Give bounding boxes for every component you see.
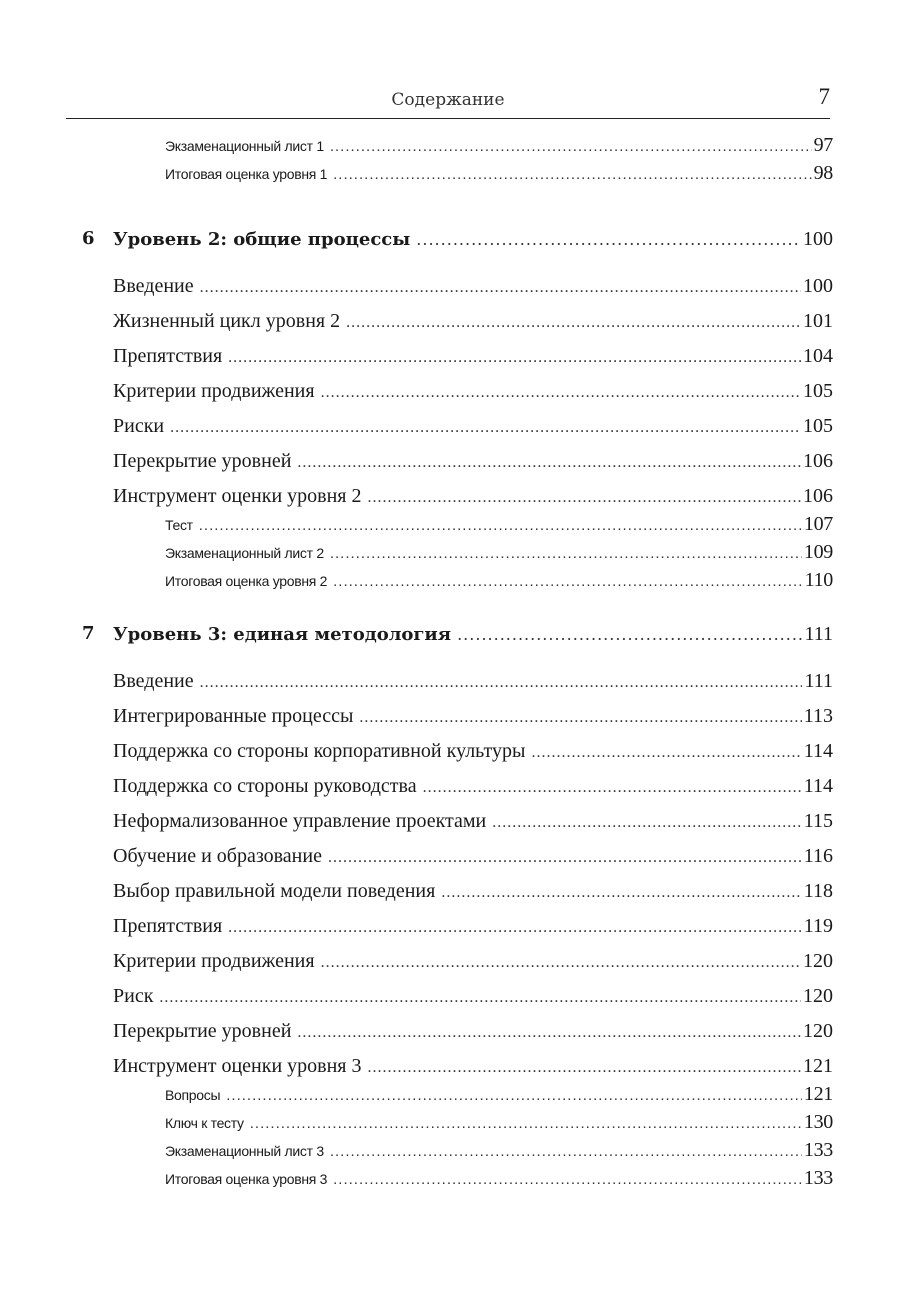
toc-entry-page: 115 [803,810,833,832]
toc-leader [368,1059,801,1077]
toc-leader [159,989,801,1007]
toc-entry-label: Неформализованное управление проектами [113,810,487,832]
toc-leader [457,625,802,644]
toc-entry-label: Экзаменационный лист 2 [165,545,324,561]
toc-leader [297,454,801,472]
toc-entry [113,485,833,508]
toc-entry [113,880,833,903]
toc-entry [165,162,833,185]
toc-entry [113,1020,833,1043]
toc-entry-label: Препятствия [113,345,223,367]
toc-entry [113,670,833,693]
toc-entry [113,705,833,728]
toc-entry [165,1083,833,1106]
toc-entry-page: 114 [803,775,833,797]
toc-leader [200,674,803,692]
toc-entry-label: Препятствия [113,915,223,937]
toc-leader [199,517,802,534]
toc-entry [113,915,833,938]
toc-leader [333,1171,802,1188]
toc-entry-label: Жизненный цикл уровня 2 [113,310,341,332]
toc-entry-page: 121 [803,1083,833,1105]
toc-entry-label: Итоговая оценка уровня 3 [165,1171,328,1187]
toc-chapter-entry [82,228,833,251]
toc-entry [165,1167,833,1190]
toc-entry-label: Критерии продвижения [113,950,315,972]
toc-entry [113,415,833,438]
toc-entry-page: 130 [803,1111,833,1133]
toc-entry [165,569,833,592]
toc-entry-page: 100 [803,275,833,297]
toc-entry-label: Экзаменационный лист 1 [165,138,324,154]
toc-entry [113,950,833,973]
toc-entry-label: Перекрытие уровней [113,450,292,472]
toc-entry-page: 105 [803,415,833,437]
toc-entry-page: 97 [813,134,833,156]
running-header [66,84,830,119]
toc-leader [328,849,802,867]
toc-entry-page: 105 [803,380,833,402]
toc-entry-label: Ключ к тесту [165,1115,244,1131]
toc-entry-label: Уровень 2: общие процессы [113,229,411,250]
toc-entry-page: 106 [803,485,833,507]
toc-entry-page: 109 [803,541,833,563]
toc-entry-page: 119 [803,915,833,937]
toc-entry-page: 120 [803,950,833,972]
toc-entry-page: 111 [804,623,833,645]
toc-leader [333,166,811,183]
toc-leader [492,814,801,832]
toc-entry-label: Вопросы [165,1087,221,1103]
toc-entry-label: Критерии продвижения [113,380,315,402]
running-title: Содержание [391,90,505,110]
toc-entry-page: 107 [803,513,833,535]
toc-entry-page: 110 [804,569,833,591]
toc-chapter-entry [82,623,833,646]
toc-entry [113,740,833,763]
toc-leader [330,1143,802,1160]
toc-entry [113,775,833,798]
toc-leader [228,919,802,937]
toc-entry-label: Экзаменационный лист 3 [165,1143,324,1159]
toc-entry-page: 111 [804,670,833,692]
toc-entry [165,513,833,536]
toc-entry-page: 116 [803,845,833,867]
toc-entry-label: Введение [113,670,194,692]
toc-entry-page: 133 [803,1167,833,1189]
toc-entry-label: Перекрытие уровней [113,1020,292,1042]
toc-entry [165,541,833,564]
toc-entry-label: Поддержка со стороны руководства [113,775,417,797]
toc-entry [113,845,833,868]
toc-leader [330,545,802,562]
toc-leader [346,314,801,332]
toc-entry [113,985,833,1008]
toc-leader [321,954,801,972]
toc-entry-page: 133 [803,1139,833,1161]
toc-entry-page: 120 [803,985,833,1007]
toc-entry-label: Интегрированные процессы [113,705,354,727]
toc-entry [165,1139,833,1162]
toc-entry-label: Риск [113,985,154,1007]
toc-entry [113,380,833,403]
toc-entry-page: 114 [803,740,833,762]
toc-entry [165,1111,833,1134]
toc-entry-label: Итоговая оценка уровня 1 [165,166,328,182]
toc-leader [531,744,801,762]
toc-leader [321,384,801,402]
toc-leader [359,709,801,727]
toc-entry-label: Инструмент оценки уровня 2 [113,485,362,507]
toc-chapter-number: 6 [82,228,95,249]
toc-entry-page: 118 [803,880,833,902]
toc-leader [226,1087,802,1104]
toc-entry-page: 121 [803,1055,833,1077]
toc-leader [200,279,801,297]
toc-entry-page: 98 [813,162,833,184]
toc-entry-label: Тест [165,517,193,533]
toc-entry-label: Поддержка со стороны корпоративной культуры [113,740,526,762]
toc-entry-label: Выбор правильной модели поведения [113,880,436,902]
toc-entry-label: Обучение и образование [113,845,322,867]
toc-entry-page: 100 [803,228,833,250]
toc-leader [441,884,801,902]
toc-leader [297,1024,801,1042]
toc-entry-page: 120 [803,1020,833,1042]
toc-entry-page: 113 [803,705,833,727]
toc-leader [368,489,801,507]
toc-leader [333,573,803,590]
toc-entry-page: 106 [803,450,833,472]
toc-leader [416,230,801,249]
toc-entry-page: 101 [803,310,833,332]
toc-chapter-number: 7 [82,623,95,644]
toc-leader [330,138,812,155]
toc-entry [113,1055,833,1078]
toc-entry-label: Инструмент оценки уровня 3 [113,1055,362,1077]
toc-entry [113,450,833,473]
toc-entry-label: Итоговая оценка уровня 2 [165,573,328,589]
toc-entry-label: Риски [113,415,165,437]
toc-leader [170,419,801,437]
toc-leader [423,779,802,797]
toc-entry [113,310,833,333]
toc-leader [228,349,801,367]
page-number: 7 [818,84,830,109]
toc-entry [113,275,833,298]
toc-entry-label: Введение [113,275,194,297]
toc-leader [250,1115,802,1132]
toc-entry-label: Уровень 3: единая методология [113,624,452,645]
toc-entry-page: 104 [803,345,833,367]
toc-entry [113,810,833,833]
toc-entry [165,134,833,157]
toc-entry [113,345,833,368]
